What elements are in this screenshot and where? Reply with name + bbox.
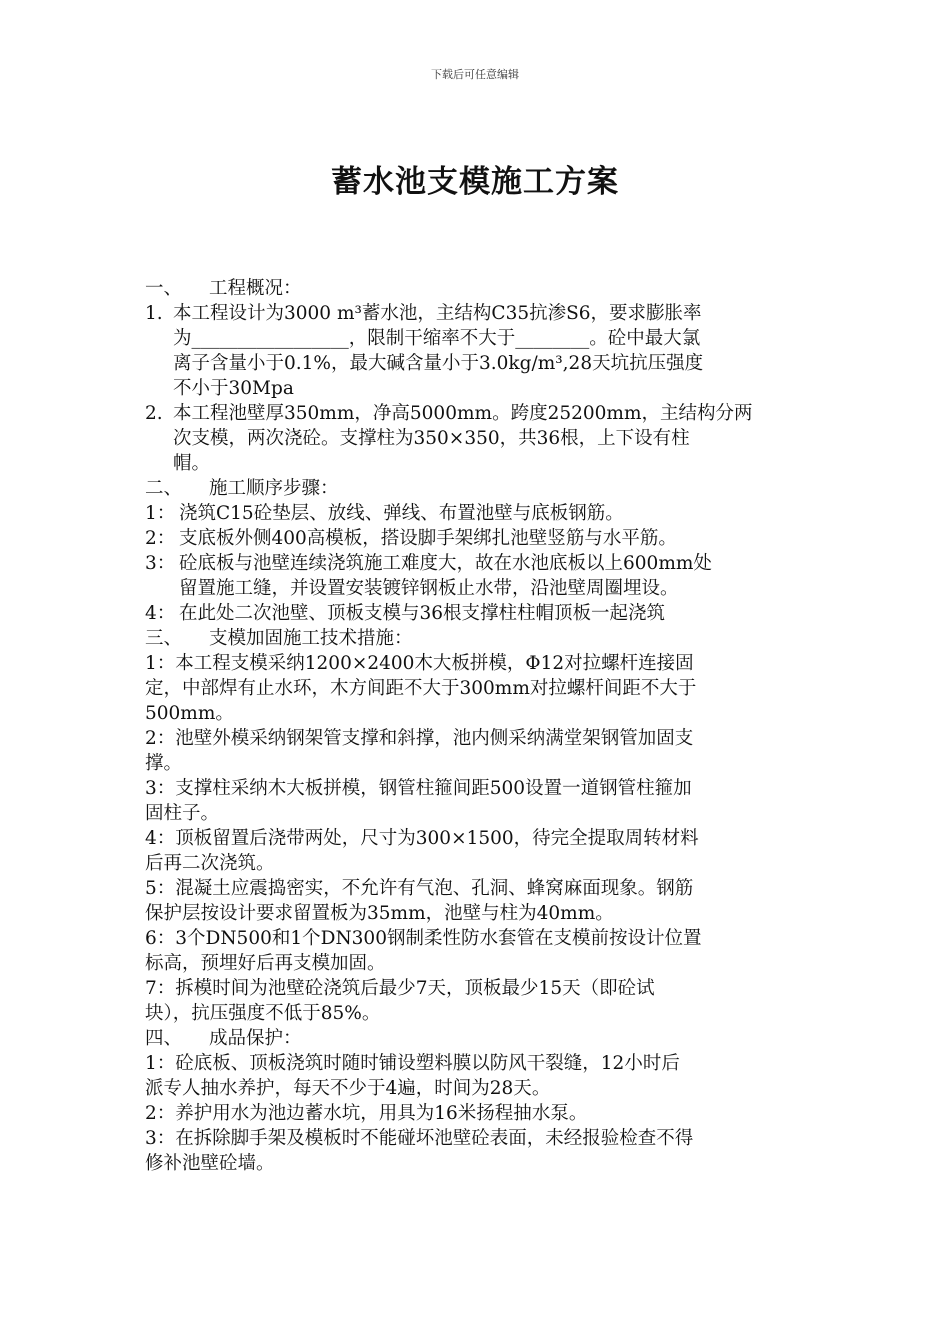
paragraph-line: 500mm。: [145, 703, 234, 724]
item-line: 支底板外侧400高模板，搭设脚手架绑扎池壁竖筋与水平筋。: [179, 528, 677, 549]
paragraph: [145, 776, 815, 826]
section-heading: [145, 476, 815, 501]
section-heading: [145, 626, 815, 651]
paragraph-line: 标高，预埋好后再支模加固。: [145, 953, 386, 974]
paragraph: [145, 1051, 815, 1101]
item-number: 1：: [145, 503, 176, 524]
item-line: 浇筑C15砼垫层、放线、弹线、布置池壁与底板钢筋。: [179, 503, 624, 524]
paragraph: [145, 876, 815, 926]
paragraph: [145, 926, 815, 976]
section-heading: [145, 1026, 815, 1051]
list-item: [145, 601, 815, 626]
page-title: 蓄水池支模施工方案: [331, 164, 619, 200]
paragraph: [145, 1101, 815, 1126]
section-title: 成品保护：: [209, 1028, 302, 1049]
paragraph-line: 6：3个DN500和1个DN300钢制柔性防水套管在支模前按设计位置: [145, 928, 702, 949]
list-item: [145, 526, 815, 551]
item-number: 2：: [145, 528, 176, 549]
paragraph-line: 块），抗压强度不低于85%。: [145, 1003, 381, 1024]
paragraph-line: 2：养护用水为池边蓄水坑，用具为16米扬程抽水泵。: [145, 1103, 588, 1124]
section-heading: [145, 276, 815, 301]
paragraph-line: 7：拆模时间为池壁砼浇筑后最少7天，顶板最少15天（即砼试: [145, 978, 655, 999]
list-item: [145, 301, 815, 401]
paragraph-line: 修补池壁砼墙。: [145, 1153, 275, 1174]
section-title: 支模加固施工技术措施：: [209, 628, 413, 649]
paragraph: [145, 1126, 815, 1176]
section-number: 一、: [145, 278, 183, 299]
item-number: 2.: [145, 403, 163, 424]
item-line: 为_________________，限制干缩率不大于________。砼中最大氯: [173, 328, 701, 349]
header-note: 下载后可任意编辑: [431, 68, 519, 81]
paragraph-line: 撑。: [145, 753, 183, 774]
list-item: [145, 551, 815, 601]
paragraph-line: 3：在拆除脚手架及模板时不能碰坏池壁砼表面，未经报验检查不得: [145, 1128, 694, 1149]
paragraph: [145, 826, 815, 876]
list-item: [145, 501, 815, 526]
paragraph-line: 1：本工程支模采纳1200×2400木大板拼模，Φ12对拉螺杆连接固: [145, 653, 694, 674]
document-body: [145, 276, 815, 1176]
section-title: 工程概况：: [209, 278, 302, 299]
paragraph-line: 固柱子。: [145, 803, 220, 824]
item-line: 在此处二次池壁、顶板支模与36根支撑柱柱帽顶板一起浇筑: [179, 603, 666, 624]
item-line: 本工程设计为3000 m³蓄水池，主结构C35抗渗S6，要求膨胀率: [173, 303, 702, 324]
paragraph-line: 保护层按设计要求留置板为35mm，池壁与柱为40mm。: [145, 903, 614, 924]
item-line: 留置施工缝，并设置安装镀锌钢板止水带，沿池壁周圈埋设。: [179, 578, 679, 599]
item-number: 4：: [145, 603, 176, 624]
item-line: 不小于30Mpa: [173, 378, 294, 399]
paragraph: [145, 976, 815, 1026]
paragraph-line: 2：池壁外模采纳钢架管支撑和斜撑，池内侧采纳满堂架钢管加固支: [145, 728, 694, 749]
item-line: 本工程池壁厚350mm，净高5000mm。跨度25200mm，主结构分两: [173, 403, 753, 424]
section-title: 施工顺序步骤：: [209, 478, 339, 499]
item-line: 次支模，两次浇砼。支撑柱为350×350，共36根，上下设有柱: [173, 428, 690, 449]
paragraph-line: 定，中部焊有止水环，木方间距不大于300mm对拉螺杆间距不大于: [145, 678, 697, 699]
item-line: 砼底板与池壁连续浇筑施工难度大，故在水池底板以上600mm处: [179, 553, 712, 574]
item-line: 离子含量小于0.1%，最大碱含量小于3.0kg/m³,28天坑抗压强度: [173, 353, 704, 374]
item-line: 帽。: [173, 453, 211, 474]
item-number: 1.: [145, 303, 163, 324]
paragraph-line: 3：支撑柱采纳木大板拼模，钢管柱箍间距500设置一道钢管柱箍加: [145, 778, 692, 799]
section-number: 二、: [145, 478, 183, 499]
paragraph-line: 后再二次浇筑。: [145, 853, 275, 874]
list-item: [145, 401, 815, 476]
item-number: 3：: [145, 553, 176, 574]
paragraph-line: 派专人抽水养护，每天不少于4遍，时间为28天。: [145, 1078, 551, 1099]
section-number: 三、: [145, 628, 183, 649]
paragraph-line: 4：顶板留置后浇带两处，尺寸为300×1500，待完全提取周转材料: [145, 828, 699, 849]
paragraph-line: 1：砼底板、顶板浇筑时随时铺设塑料膜以防风干裂缝，12小时后: [145, 1053, 680, 1074]
paragraph: [145, 651, 815, 726]
section-number: 四、: [145, 1028, 183, 1049]
paragraph-line: 5：混凝土应震捣密实，不允许有气泡、孔洞、蜂窝麻面现象。钢筋: [145, 878, 694, 899]
paragraph: [145, 726, 815, 776]
